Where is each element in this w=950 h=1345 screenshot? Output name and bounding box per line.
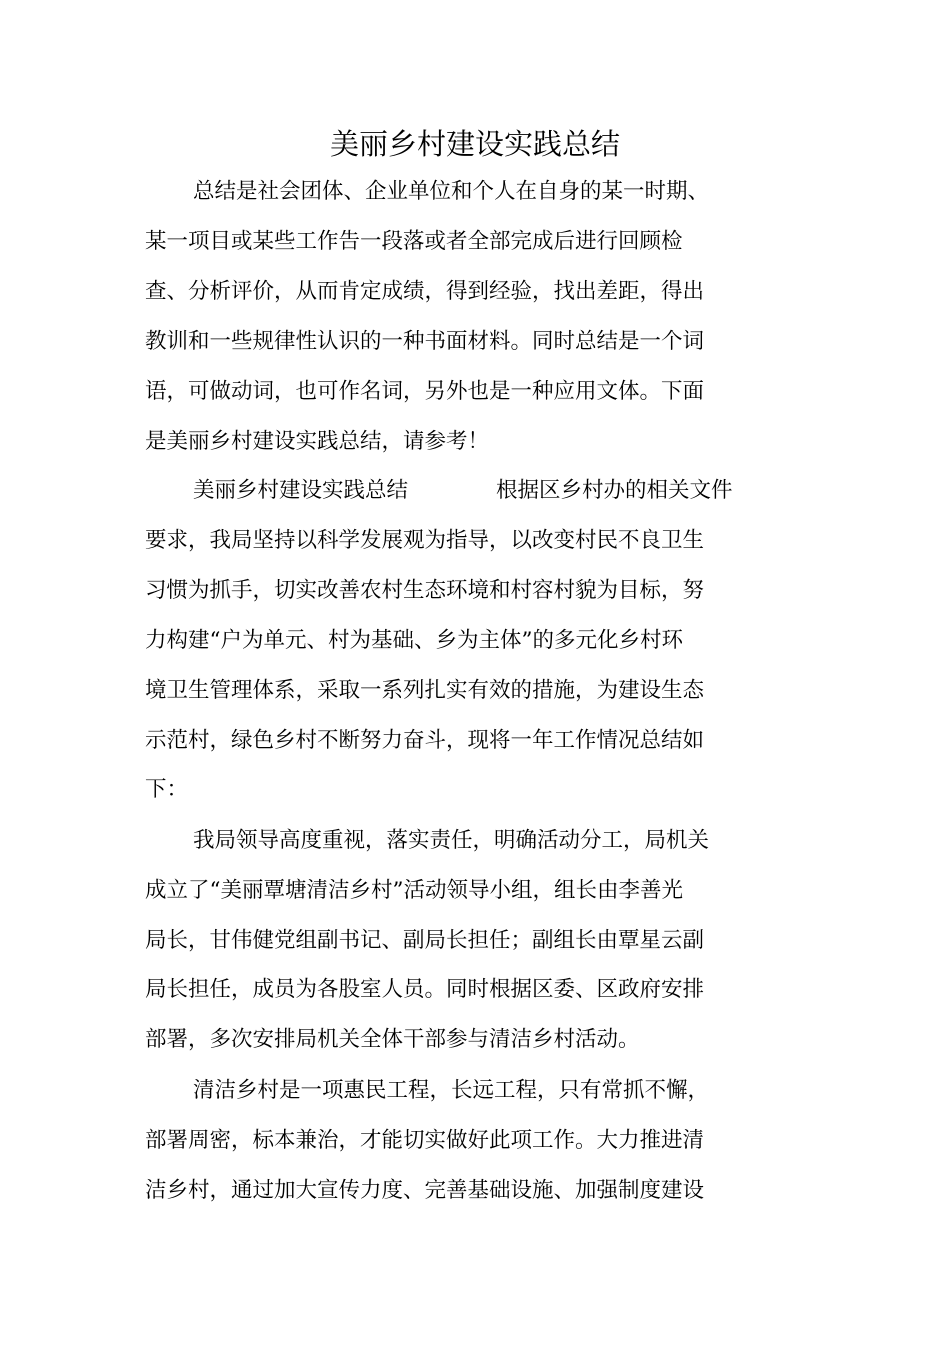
paragraph-1-line-2: 某一项目或某些工作告一段落或者全部完成后进行回顾检	[145, 229, 683, 254]
paragraph-2-line-2: 要求，我局坚持以科学发展观为指导，以改变村民不良卫生	[145, 528, 705, 553]
paragraph-2-line-6: 示范村，绿色乡村不断努力奋斗，现将一年工作情况总结如	[145, 728, 705, 753]
paragraph-1-line-5: 语，可做动词，也可作名词，另外也是一种应用文体。下面	[145, 379, 705, 404]
paragraph-2-line-1	[193, 475, 733, 507]
paragraph-2-line-5: 境卫生管理体系，采取一系列扎实有效的措施，为建设生态	[145, 678, 705, 703]
paragraph-3-line-2: 成立了“美丽覃塘清洁乡村”活动领导小组，组长由李善光	[145, 878, 683, 903]
paragraph-3-line-4: 局长担任，成员为各股室人员。同时根据区委、区政府安排	[145, 977, 705, 1002]
paragraph-1-line-4: 教训和一些规律性认识的一种书面材料。同时总结是一个词	[145, 329, 705, 354]
paragraph-4-line-3: 洁乡村，通过加大宣传力度、完善基础设施、加强制度建设	[145, 1178, 705, 1203]
paragraph-3-line-1: 我局领导高度重视，落实责任，明确活动分工，局机关	[193, 828, 710, 853]
paragraph-2-line-7: 下：	[145, 777, 189, 802]
paragraph-3-line-5: 部署，多次安排局机关全体干部参与清洁乡村活动。	[145, 1027, 640, 1052]
paragraph-4-line-1: 清洁乡村是一项惠民工程，长远工程，只有常抓不懈，	[193, 1078, 710, 1103]
paragraph-1-line-1: 总结是社会团体、企业单位和个人在自身的某一时期、	[193, 179, 710, 204]
section-heading: 美丽乡村建设实践总结	[193, 478, 409, 503]
paragraph-2-lead-text: 根据区乡村办的相关文件	[496, 478, 733, 503]
paragraph-1-line-3: 查、分析评价，从而肯定成绩，得到经验，找出差距，得出	[145, 279, 705, 304]
document-title: 美丽乡村建设实践总结	[329, 127, 620, 161]
paragraph-2-line-4: 力构建“户为单元、村为基础、乡为主体”的多元化乡村环	[145, 628, 683, 653]
paragraph-1-line-6: 是美丽乡村建设实践总结，请参考！	[145, 429, 490, 454]
paragraph-2-line-3: 习惯为抓手，切实改善农村生态环境和村容村貌为目标，努	[145, 578, 705, 603]
paragraph-4-line-2: 部署周密，标本兼治，才能切实做好此项工作。大力推进清	[145, 1128, 705, 1153]
paragraph-3-line-3: 局长，甘伟健党组副书记、副局长担任；副组长由覃星云副	[145, 928, 705, 953]
